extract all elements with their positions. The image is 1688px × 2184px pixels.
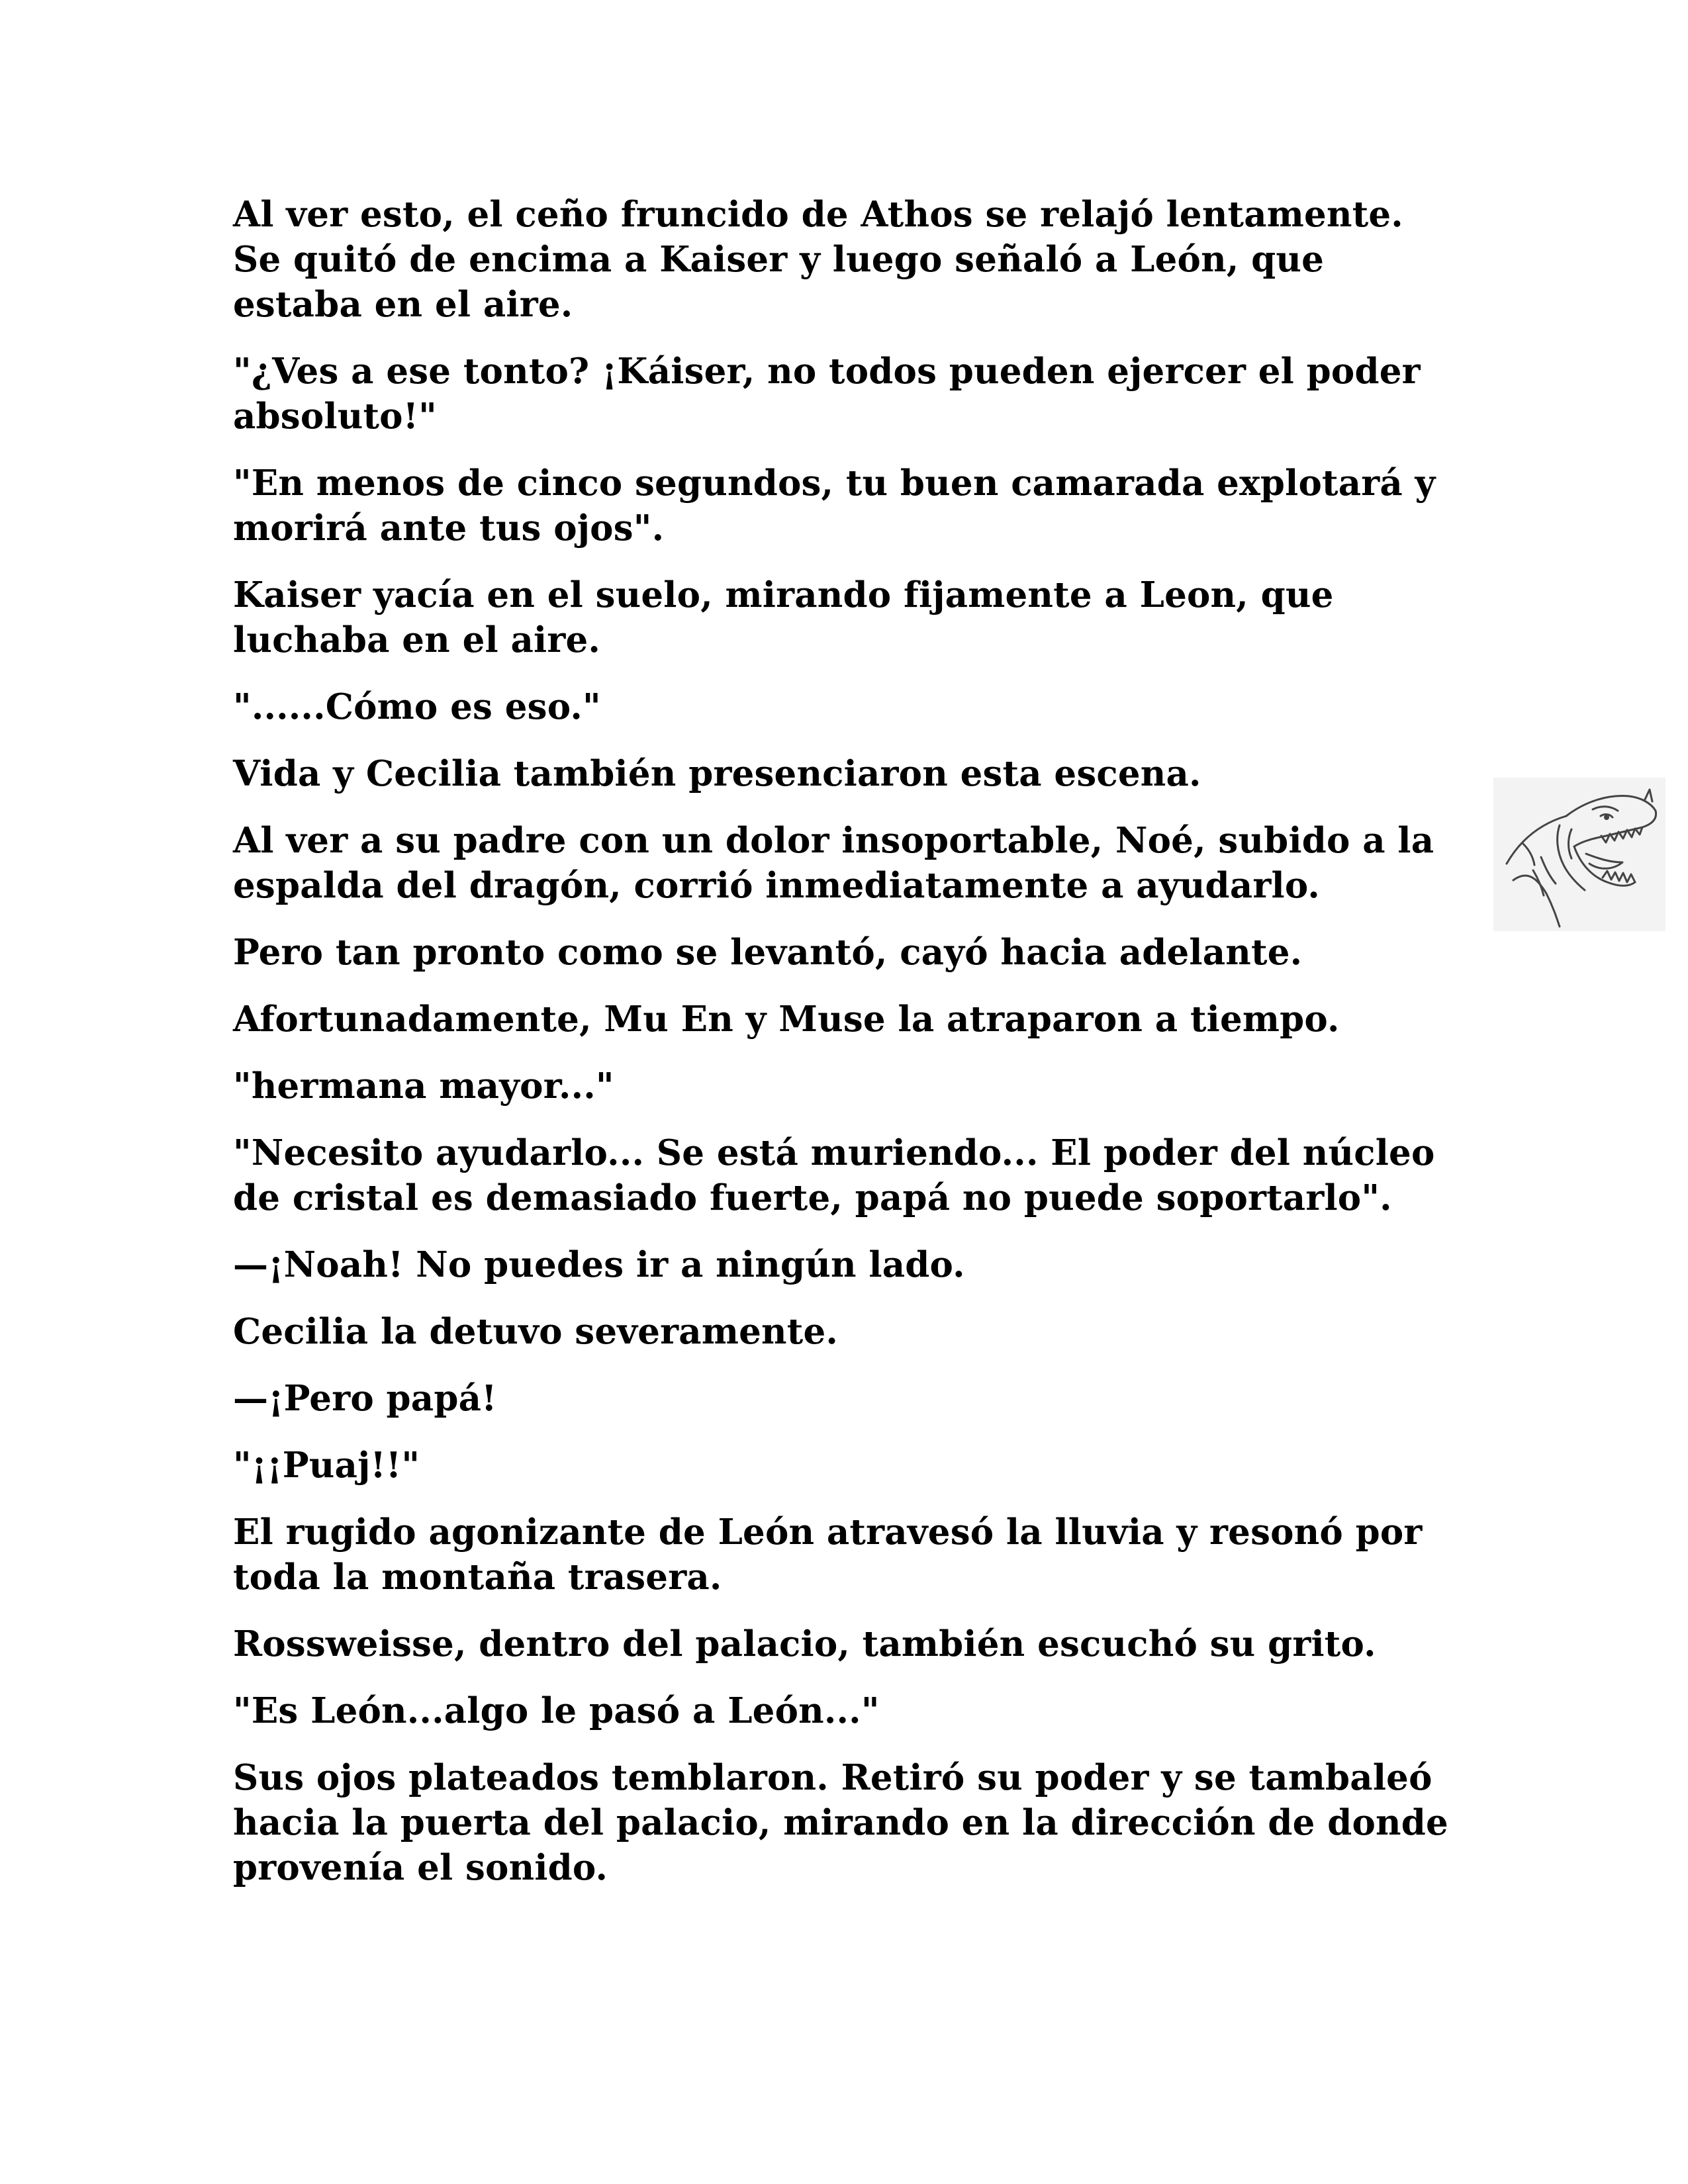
body-text — [233, 192, 1451, 1912]
paragraph: Rossweisse, dentro del palacio, también escuchó su grito. — [233, 1623, 1376, 1664]
paragraph: "En menos de cinco segundos, tu buen camarada explotará y morirá ante tus ojos". — [233, 463, 1436, 549]
paragraph: —¡Noah! No puedes ir a ningún lado. — [233, 1244, 965, 1285]
paragraph: —¡Pero papá! — [233, 1378, 497, 1419]
paragraph: "Es León...algo le pasó a León..." — [233, 1690, 880, 1731]
paragraph: Vida y Cecilia también presenciaron esta escena. — [233, 753, 1201, 794]
paragraph: Kaiser yacía en el suelo, mirando fijamente a Leon, que luchaba en el aire. — [233, 574, 1334, 660]
paragraph: El rugido agonizante de León atravesó la lluvia y resonó por toda la montaña trasera. — [233, 1512, 1423, 1598]
paragraph: "¿Ves a ese tonto? ¡Káiser, no todos pueden ejercer el poder absoluto!" — [233, 351, 1421, 437]
paragraph: Al ver esto, el ceño fruncido de Athos se relajó lentamente. Se quitó de encima a Kaiser y luego señaló a León, que estaba en el aire. — [233, 194, 1403, 325]
paragraph: Pero tan pronto como se levantó, cayó hacia adelante. — [233, 932, 1303, 973]
paragraph: "hermana mayor..." — [233, 1066, 614, 1107]
paragraph: "......Cómo es eso." — [233, 686, 601, 727]
paragraph: "¡¡Puaj!!" — [233, 1445, 420, 1486]
paragraph: Cecilia la detuvo severamente. — [233, 1311, 839, 1352]
dragon-head-icon — [1493, 778, 1665, 931]
paragraph: Sus ojos plateados temblaron. Retiró su poder y se tambaleó hacia la puerta del palacio, mirando en la dirección de donde provenía el sonido. — [233, 1757, 1448, 1888]
paragraph: Al ver a su padre con un dolor insoportable, Noé, subido a la espalda del dragón, corrió inmediatamente a ayudarlo. — [233, 820, 1434, 906]
paragraph: Afortunadamente, Mu En y Muse la atraparon a tiempo. — [233, 999, 1340, 1040]
paragraph: "Necesito ayudarlo... Se está muriendo... El poder del núcleo de cristal es demasiado fuerte, papá no puede soportarlo". — [233, 1132, 1435, 1218]
